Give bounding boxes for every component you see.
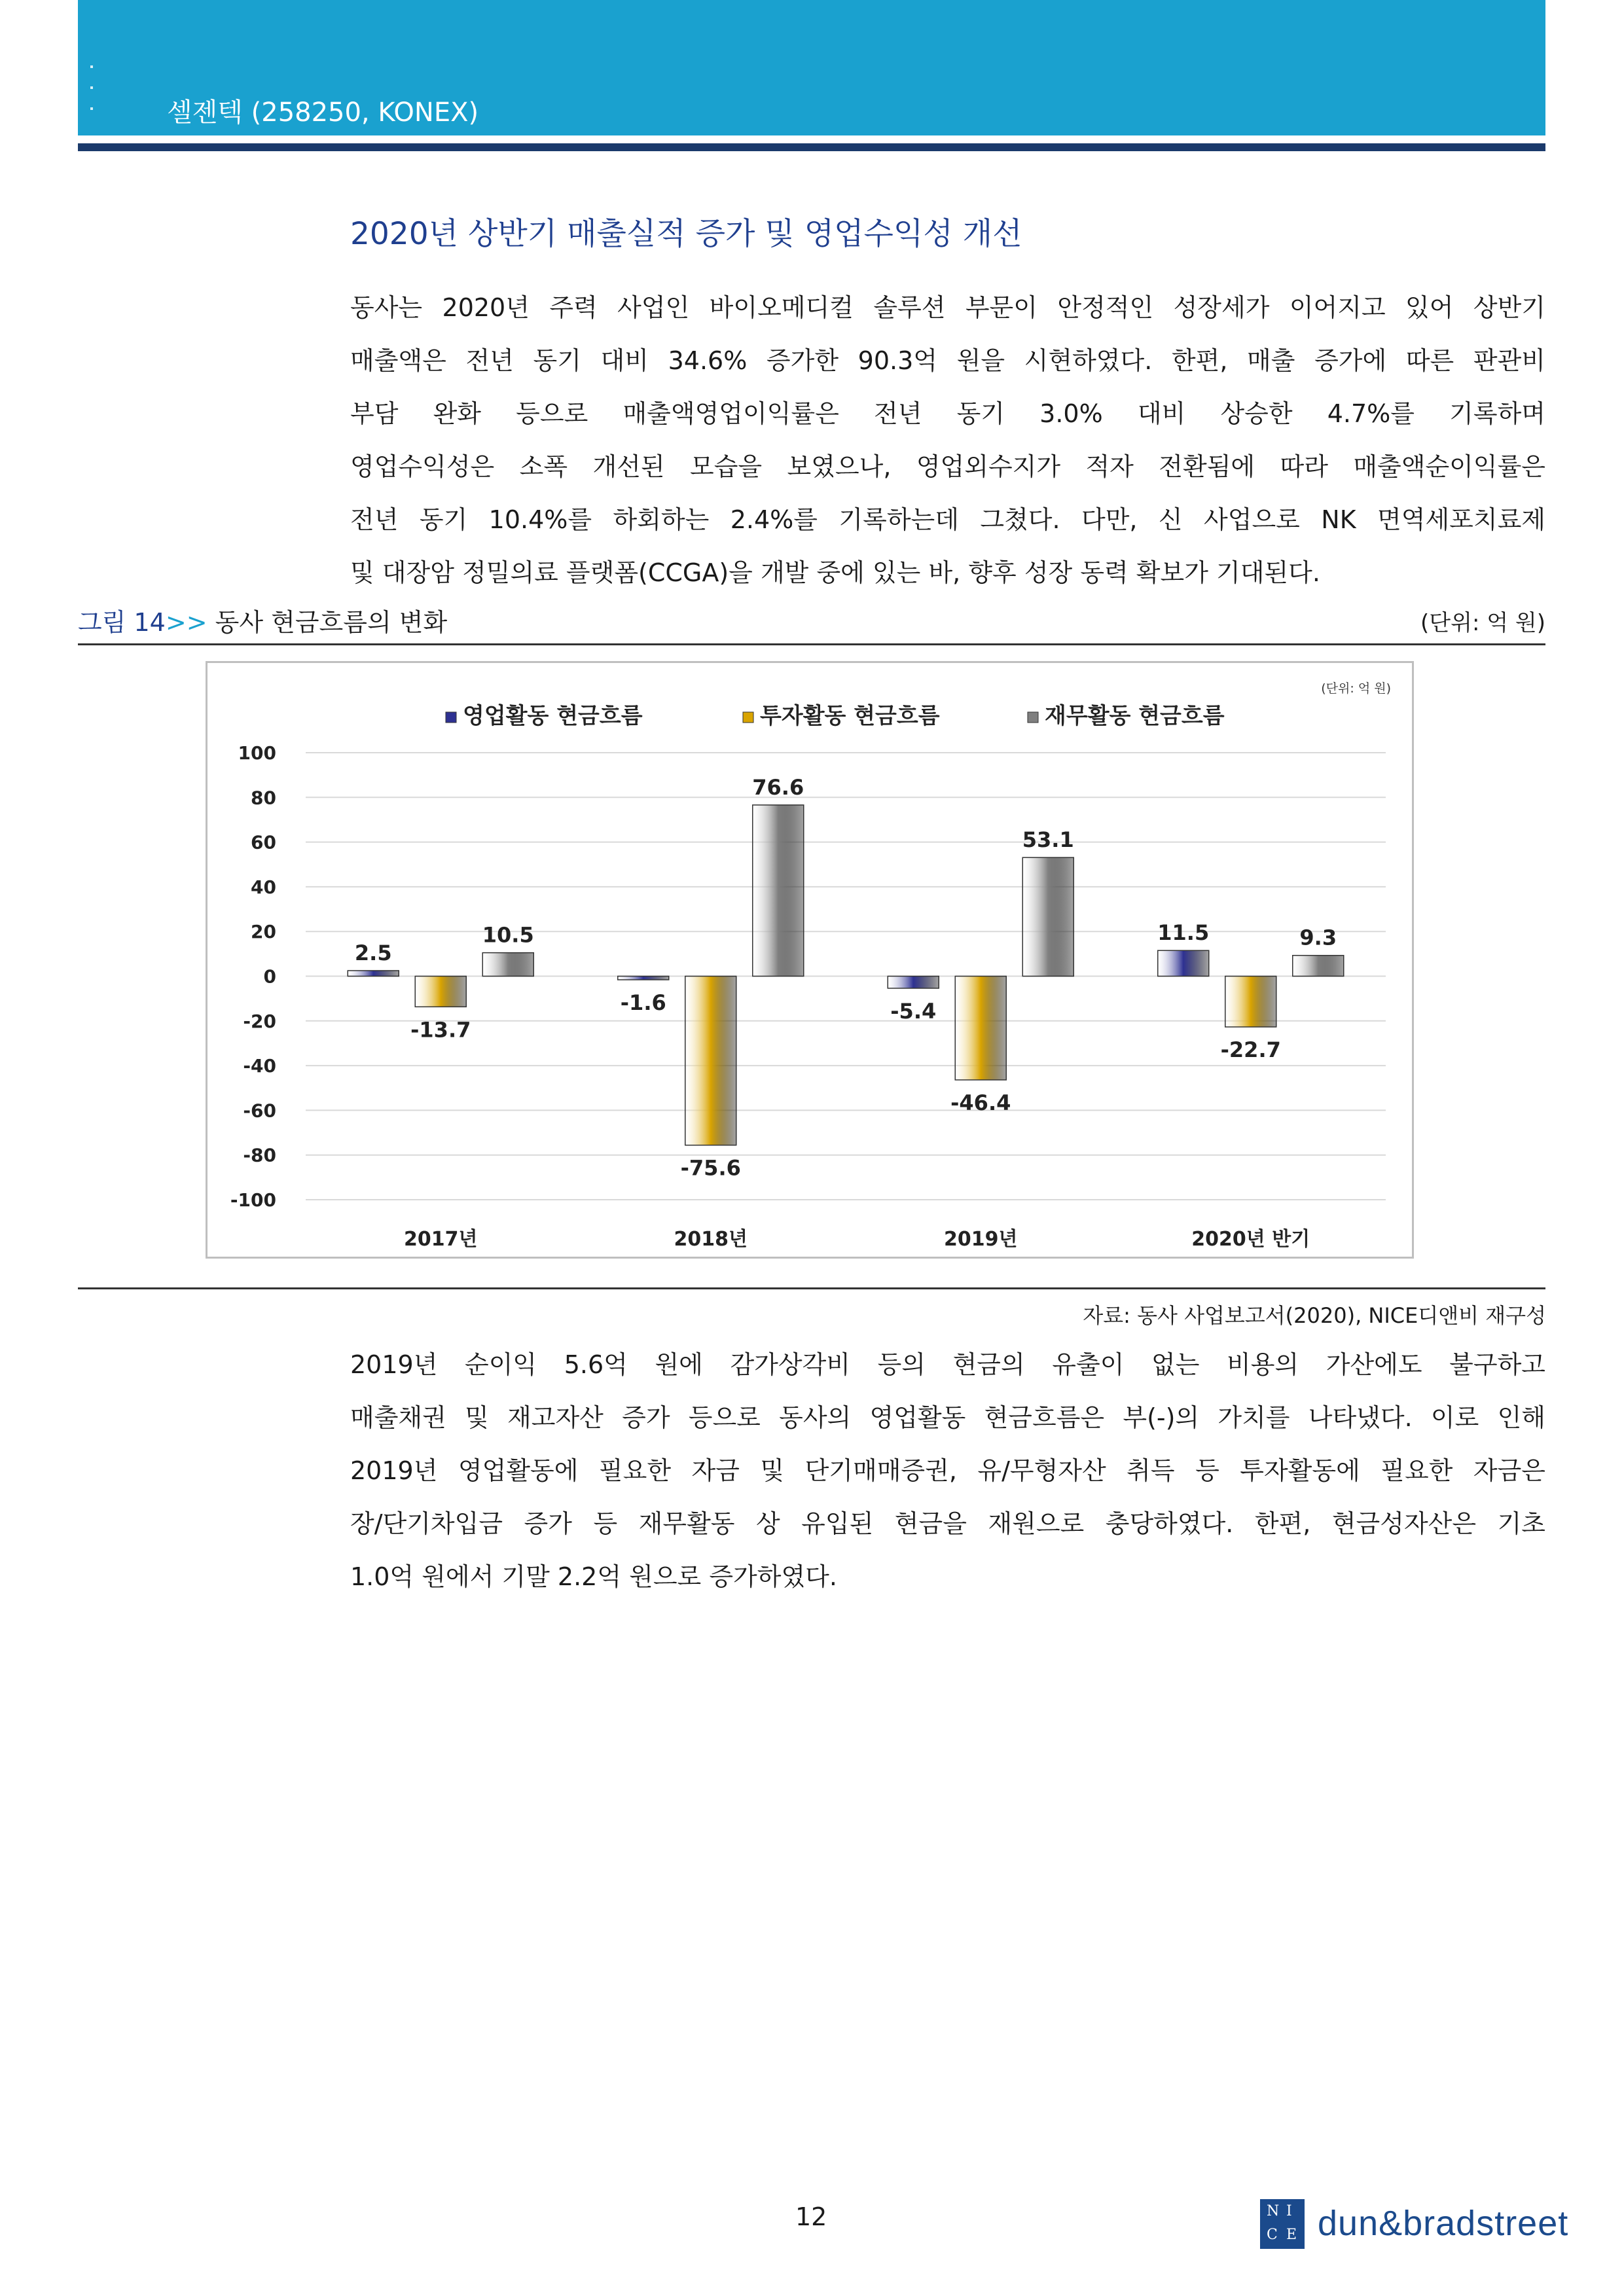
y-tick-label: -100 — [230, 1189, 276, 1211]
data-label: 10.5 — [482, 922, 534, 948]
figure-rule-bottom — [78, 1287, 1545, 1289]
data-label: -5.4 — [890, 998, 937, 1024]
bar — [1225, 977, 1276, 1028]
data-label: 76.6 — [752, 774, 804, 800]
figure-source: 자료: 동사 사업보고서(2020), NICE디앤비 재구성 — [1083, 1303, 1546, 1328]
x-tick-label: 2017년 — [404, 1228, 478, 1251]
legend-label: 재무활동 현금흐름 — [1045, 703, 1225, 729]
legend-label: 영업활동 현금흐름 — [463, 703, 643, 729]
data-label: 53.1 — [1022, 827, 1074, 853]
data-label: -46.4 — [950, 1090, 1011, 1115]
data-label: -1.6 — [620, 990, 666, 1015]
bar — [1293, 956, 1344, 977]
cash-flow-chart — [206, 661, 1414, 1259]
figure-arrows: >> — [165, 608, 208, 637]
y-tick-label: -80 — [243, 1144, 276, 1166]
page-number: 12 — [795, 2202, 827, 2231]
paragraph-line: 1.0억 원에서 기말 2.2억 원으로 증가하였다. — [350, 1562, 837, 1591]
y-tick-label: 80 — [251, 787, 276, 809]
paragraph-line: 동사는 2020년 주력 사업인 바이오메디컬 솔루션 부문이 안정적인 성장세가 이어지고 있어 상반기 — [350, 293, 1545, 322]
paragraph-1 — [350, 281, 1545, 600]
figure-caption — [78, 602, 447, 638]
figure-title: 동사 현금흐름의 변화 — [215, 608, 448, 637]
chart-svg — [208, 663, 1412, 1257]
paragraph-line: 장/단기차입금 증가 등 재무활동 상 유입된 현금을 재원으로 충당하였다. 한편, 현금성자산은 기초 — [350, 1509, 1545, 1538]
paragraph-line: 2019년 영업활동에 필요한 자금 및 단기매매증권, 유/무형자산 취득 등 투자활동에 필요한 자금은 — [350, 1456, 1545, 1485]
bar — [685, 977, 736, 1145]
y-tick-label: 40 — [251, 876, 276, 898]
bar — [482, 953, 533, 977]
y-tick-label: -40 — [243, 1055, 276, 1077]
data-label: 2.5 — [354, 940, 392, 965]
legend-label: 투자활동 현금흐름 — [760, 703, 940, 729]
x-tick-label: 2019년 — [944, 1228, 1018, 1251]
y-tick-label: 0 — [263, 965, 276, 988]
paragraph-2 — [350, 1338, 1545, 1604]
report-header-title: 셀젠텍 (258250, KONEX) — [167, 98, 479, 128]
data-label: -75.6 — [680, 1155, 741, 1181]
y-tick-label: 100 — [238, 742, 276, 764]
y-tick-label: 60 — [251, 831, 276, 853]
data-label: 9.3 — [1299, 925, 1337, 950]
legend-swatch — [1028, 712, 1038, 723]
paragraph-line: 전년 동기 10.4%를 하회하는 2.4%를 기록하는데 그쳤다. 다만, 신 사업으로 NK 면역세포치료제 — [350, 505, 1545, 534]
legend-swatch — [743, 712, 753, 723]
data-label: -22.7 — [1220, 1037, 1281, 1063]
figure-label: 그림 14 — [78, 608, 166, 637]
y-tick-label: 20 — [251, 921, 276, 943]
data-label: 11.5 — [1157, 920, 1210, 946]
bar — [1022, 857, 1074, 976]
paragraph-line: 영업수익성은 소폭 개선된 모습을 보였으나, 영업외수지가 적자 전환됨에 따라 매출액순이익률은 — [350, 452, 1545, 481]
paragraph-line: 2019년 순이익 5.6억 원에 감가상각비 등의 현금의 유출이 없는 비용의 가산에도 불구하고 — [350, 1350, 1545, 1379]
x-tick-label: 2020년 반기 — [1191, 1228, 1310, 1251]
bar — [888, 977, 939, 988]
section-title: 2020년 상반기 매출실적 증가 및 영업수익성 개선 — [350, 216, 1022, 252]
figure-unit: (단위: 억 원) — [1420, 610, 1545, 636]
data-label: -13.7 — [410, 1017, 471, 1043]
bar — [618, 977, 669, 980]
x-tick-label: 2018년 — [674, 1228, 748, 1251]
chart-unit-note: (단위: 억 원) — [1321, 681, 1391, 696]
y-tick-label: -20 — [243, 1010, 276, 1032]
figure-rule-top — [78, 643, 1545, 645]
y-tick-label: -60 — [243, 1100, 276, 1122]
bar — [415, 977, 466, 1007]
bar — [1158, 950, 1209, 976]
header-dots — [90, 65, 93, 118]
paragraph-line: 부담 완화 등으로 매출액영업이익률은 전년 동기 3.0% 대비 상승한 4.7%를 기록하며 — [350, 399, 1545, 428]
logo-text: dun&bradstreet — [1318, 2204, 1569, 2243]
nice-dnb-logo — [1260, 2199, 1569, 2249]
nice-logo-mark: N I C E — [1260, 2199, 1305, 2249]
legend-swatch — [446, 712, 456, 723]
paragraph-line: 및 대장암 정밀의료 플랫폼(CCGA)을 개발 중에 있는 바, 향후 성장 동력 확보가 기대된다. — [350, 558, 1320, 587]
bar — [753, 805, 804, 977]
paragraph-line: 매출액은 전년 동기 대비 34.6% 증가한 90.3억 원을 시현하였다. 한편, 매출 증가에 따른 판관비 — [350, 346, 1545, 375]
bar — [348, 971, 399, 977]
paragraph-line: 매출채권 및 재고자산 증가 등으로 동사의 영업활동 현금흐름은 부(-)의 가치를 나타냈다. 이로 인해 — [350, 1403, 1545, 1432]
bar — [955, 977, 1006, 1080]
header-rule — [78, 143, 1545, 151]
